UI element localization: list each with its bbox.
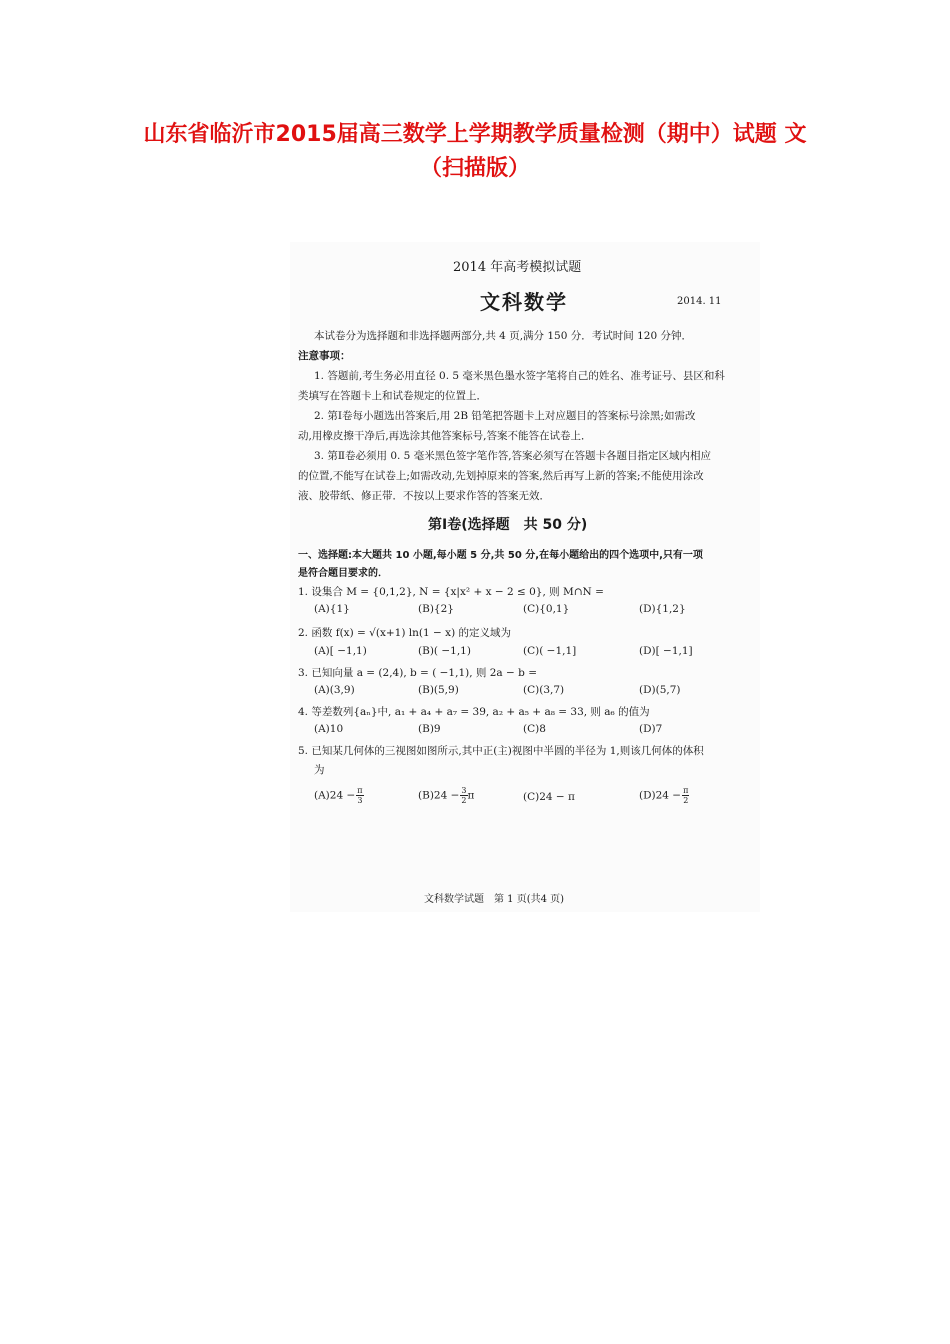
answer-option: (A){1} [314,603,350,615]
document-title [0,118,950,186]
notice-line: 的位置,不能写在试卷上;如需改动,先划掉原来的答案,然后再写上新的答案;不能使用涂改 [298,470,704,482]
fraction-numerator: 3 [461,786,467,795]
answer-option: (C)( −1,1] [523,645,577,657]
notice-line: 2. 第Ⅰ卷每小题选出答案后,用 2B 铅笔把答题卡上对应题目的答案标号涂黑;如需改 [314,410,696,422]
question-stem: 5. 已知某几何体的三视图如图所示,其中正(主)视图中半圆的半径为 1,则该几何体的体积 [298,745,704,757]
fraction-denominator: 3 [357,796,363,805]
fraction-denominator: 2 [683,796,689,805]
answer-option: (C)8 [523,723,546,735]
notice-line: 动,用橡皮擦干净后,再选涂其他答案标号,答案不能答在试卷上． [298,430,592,442]
exam-subject: 文科数学 [480,290,568,314]
document-title-line2: （扫描版） [419,156,530,181]
answer-option [523,791,575,803]
answer-option: (D){1,2} [639,603,686,615]
document-title-line1: 山东省临沂市2015届高三数学上学期教学质量检测（期中）试题 文 [143,122,807,147]
notice-line: 液、胶带纸、修正带．不按以上要求作答的答案无效． [298,490,550,502]
notice-line: 1. 答题前,考生务必用直径 0. 5 毫米黑色墨水签字笔将自己的姓名、准考证号、县区和科 [314,370,725,382]
option-prefix: (B)24 − [418,789,460,802]
notice-line: 类填写在答题卡上和试卷规定的位置上． [298,390,487,402]
scanned-exam-page [290,242,760,912]
answer-option: (C){0,1} [523,603,570,615]
answer-option: (C)(3,7) [523,684,565,696]
exam-date: 2014. 11 [677,296,722,307]
question-stem-continued: 为 [314,764,325,776]
option-prefix: (C)24 − π [523,791,575,803]
answer-option: (A)(3,9) [314,684,355,696]
question-stem: 2. 函数 f(x) = √(x+1) ln(1 − x) 的定义域为 [298,627,512,639]
option-suffix: π [467,789,475,802]
notice-heading: 注意事项： [298,350,351,362]
answer-option [639,786,689,805]
fraction-numerator: π [357,786,363,795]
answer-option: (B)9 [418,723,441,735]
page-footer: 文科数学试题 第 1 页(共4 页) [424,894,565,905]
option-prefix: (D)24 − [639,789,682,802]
answer-option: (A)[ −1,1) [314,645,367,657]
answer-option [314,786,364,805]
answer-option: (D)7 [639,723,663,735]
fraction [356,786,363,805]
fraction [682,786,689,805]
question-stem: 3. 已知向量 a = (2,4), b = ( −1,1), 则 2a − b = [298,667,537,679]
fraction [460,786,467,805]
option-prefix: (A)24 − [314,789,356,802]
section-title: 第Ⅰ卷(选择题 共 50 分) [428,517,588,533]
instruction-line: 一、选择题:本大题共 10 小题,每小题 5 分,共 50 分,在每小题给出的四个选项中,只有一项 [298,550,703,561]
answer-option: (B){2} [418,603,454,615]
exam-header: 2014 年高考模拟试题 [453,260,582,275]
answer-option: (A)10 [314,723,344,735]
notice-line: 3. 第Ⅱ卷必须用 0. 5 毫米黑色签字笔作答,答案必须写在答题卡各题目指定区域内相应 [314,450,712,462]
fraction-denominator: 2 [461,796,467,805]
answer-option: (D)[ −1,1] [639,645,693,657]
fraction-numerator: π [683,786,689,795]
answer-option: (D)(5,7) [639,684,681,696]
answer-option: (B)( −1,1) [418,645,471,657]
instruction-line: 是符合题目要求的． [298,568,388,579]
question-stem: 4. 等差数列{aₙ}中, a₁ + a₄ + a₇ = 39, a₂ + a₅ + a₈ = 33, 则 a₆ 的值为 [298,706,650,718]
answer-option [418,786,474,805]
question-stem: 1. 设集合 M = {0,1,2}, N = {x|x² + x − 2 ≤ 0}, 则 M∩N = [298,586,604,598]
answer-option: (B)(5,9) [418,684,459,696]
exam-intro: 本试卷分为选择题和非选择题两部分,共 4 页,满分 150 分．考试时间 120 分钟． [314,330,692,342]
